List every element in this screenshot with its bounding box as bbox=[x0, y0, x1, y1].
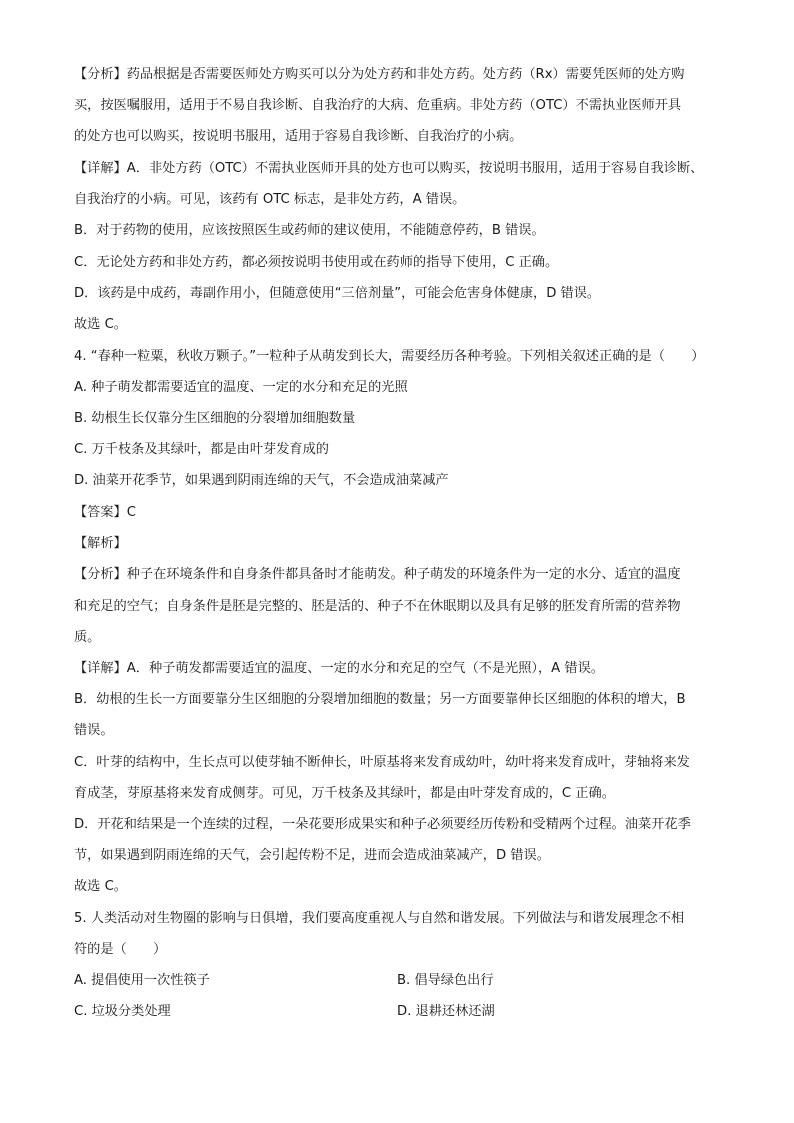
text-line: 自我治疗的小病。可见，该药有 OTC 标志，是非处方药，A 错误。 bbox=[74, 192, 466, 207]
text-line: B．对于药物的使用，应该按照医生或药师的建议使用，不能随意停药，B 错误。 bbox=[74, 223, 545, 238]
text-line: 4. “春种一粒粟，秋收万颗子。”一粒种子从萌发到长大，需要经历各种考验。下列相关叙述正确的是（ ） bbox=[74, 349, 705, 364]
text-line: 质。 bbox=[74, 630, 101, 645]
text-line: 【详解】A．非处方药（OTC）不需执业医师开具的处方也可以购买，按说明书服用，适用于容易自我诊断、 bbox=[74, 161, 704, 176]
text-line: D．开花和结果是一个连续的过程，一朵花要形成果实和种子必须要经历传粉和受精两个过程。油菜开花季 bbox=[74, 817, 691, 832]
text-line: D．该药是中成药，毒副作用小，但随意使用“三倍剂量”，可能会危害身体健康，D 错误。 bbox=[74, 286, 601, 301]
text-line: B. 幼根生长仅靠分生区细胞的分裂增加细胞数量 bbox=[74, 411, 356, 426]
option-b: B. 倡导绿色出行 bbox=[397, 973, 494, 988]
text-line: D. 油菜开花季节，如果遇到阴雨连绵的天气，不会造成油菜减产 bbox=[74, 473, 449, 488]
option-a: A. 提倡使用一次性筷子 bbox=[74, 973, 210, 988]
text-line: 【详解】A．种子萌发都需要适宜的温度、一定的水分和充足的空气（不是光照），A 错误。 bbox=[74, 661, 604, 676]
option-c: C. 垃圾分类处理 bbox=[74, 1004, 171, 1019]
text-line: 故选 C。 bbox=[74, 317, 127, 332]
text-line: 育成茎，芽原基将来发育成侧芽。可见，万千枝条及其绿叶，都是由叶芽发育成的，C 正确。 bbox=[74, 786, 615, 801]
text-line: 5. 人类活动对生物圈的影响与日俱增，我们要高度重视人与自然和谐发展。下列做法与和谐发展理念不相 bbox=[74, 911, 685, 926]
option-d: D. 退耕还林还湖 bbox=[397, 1004, 495, 1019]
text-line: C．叶芽的结构中，生长点可以使芽轴不断伸长，叶原基将来发育成幼叶，幼叶将来发育成叶，芽轴将来发 bbox=[74, 755, 690, 770]
text-line: 【分析】种子在环境条件和自身条件都具备时才能萌发。种子萌发的环境条件为一定的水分、适宜的温度 bbox=[74, 567, 681, 582]
text-line: 故选 C。 bbox=[74, 879, 127, 894]
text-line: 节，如果遇到阴雨连绵的天气，会引起传粉不足，进而会造成油菜减产，D 错误。 bbox=[74, 848, 550, 863]
text-line: 【分析】药品根据是否需要医师处方购买可以分为处方药和非处方药。处方药（Rx）需要凭医师的处方购 bbox=[74, 67, 685, 82]
text-line: 买，按医嘱服用，适用于不易自我诊断、自我治疗的大病、危重病。非处方药（OTC）不需执业医师开具 bbox=[74, 98, 682, 113]
text-line: 和充足的空气；自身条件是胚是完整的、胚是活的、种子不在休眠期以及具有足够的胚发育所需的营养物 bbox=[74, 599, 681, 614]
text-line: 【解析】 bbox=[74, 536, 127, 551]
text-line: C．无论处方药和非处方药，都必须按说明书使用或在药师的指导下使用，C 正确。 bbox=[74, 255, 559, 270]
text-line: 【答案】C bbox=[74, 505, 136, 520]
text-line: 错误。 bbox=[74, 723, 114, 738]
text-line: C. 万千枝条及其绿叶，都是由叶芽发育成的 bbox=[74, 442, 329, 457]
text-line: 的处方也可以购买，按说明书服用，适用于容易自我诊断、自我治疗的小病。 bbox=[74, 129, 523, 144]
text-line: A. 种子萌发都需要适宜的温度、一定的水分和充足的光照 bbox=[74, 380, 408, 395]
text-line: B．幼根的生长一方面要靠分生区细胞的分裂增加细胞的数量；另一方面要靠伸长区细胞的体积的增大，B bbox=[74, 692, 686, 707]
text-line: 符的是（ ） bbox=[74, 942, 167, 957]
